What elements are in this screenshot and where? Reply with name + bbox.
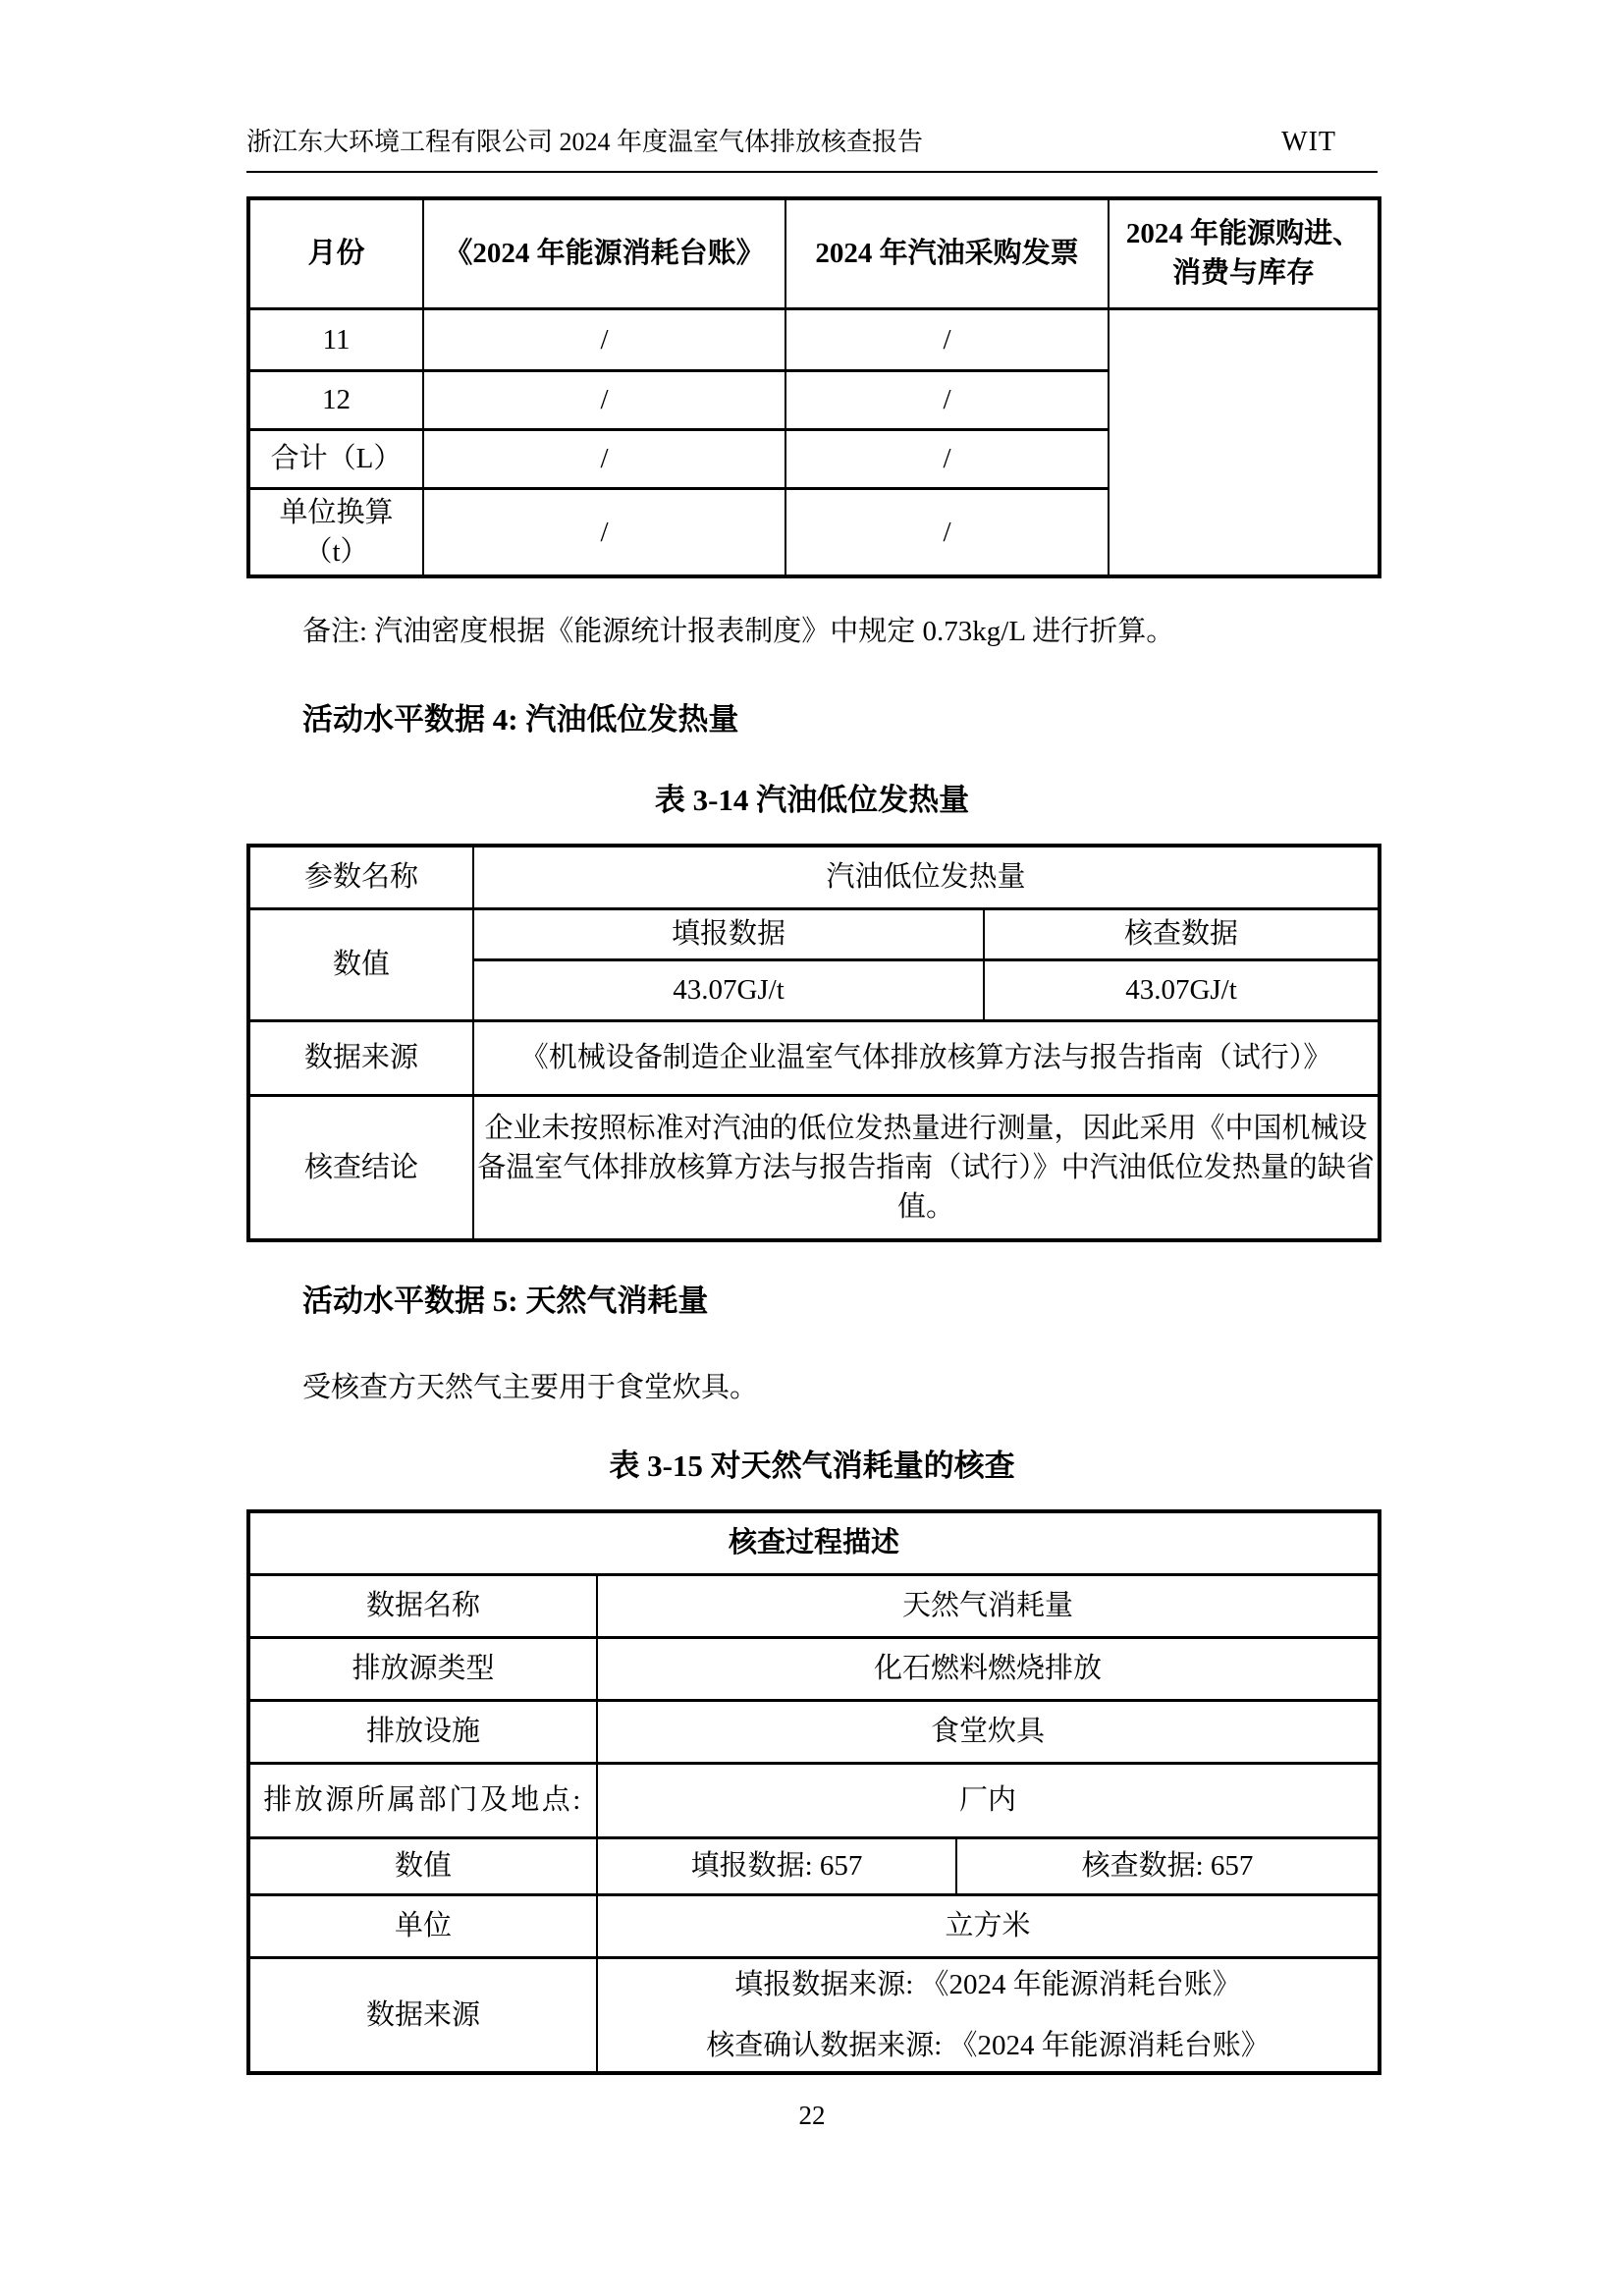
unit-conversion-line2: （t） — [303, 535, 369, 568]
table-row — [248, 908, 1380, 959]
cell-ledger: / — [423, 370, 785, 429]
gasoline-monthly-table — [246, 196, 1381, 578]
col-header-invoice: 2024 年汽油采购发票 — [785, 198, 1109, 308]
col-header-purchase-line1: 2024 年能源购进、 — [1125, 218, 1362, 250]
section-heading-activity-data-4: 活动水平数据 4: 汽油低位发热量 — [302, 702, 739, 737]
cell-ledger: / — [423, 488, 785, 576]
cell-process-header: 核查过程描述 — [248, 1511, 1380, 1574]
cell-unit-label: 单位 — [248, 1894, 597, 1957]
data-source-line2: 核查确认数据来源: 《2024 年能源消耗台账》 — [706, 2029, 1270, 2061]
table-row — [248, 1957, 1380, 2073]
unit-conversion-line1: 单位换算 — [279, 496, 394, 528]
page-content — [246, 0, 1378, 2131]
data-source-line1: 填报数据来源: 《2024 年能源消耗台账》 — [734, 1968, 1241, 2000]
cell-conclusion-value: 企业未按照标准对汽油的低位发热量进行测量，因此采用《中国机械设备温室气体排放核算方法与报告指南（试行）》中汽油低位发热量的缺省值。 — [473, 1095, 1380, 1240]
natural-gas-usage-paragraph: 受核查方天然气主要用于食堂炊具。 — [302, 1372, 759, 1403]
gasoline-heating-value-table — [246, 844, 1381, 1242]
cell-department-label: 排放源所属部门及地点: — [248, 1763, 597, 1837]
cell-invoice: / — [785, 308, 1109, 370]
table-row — [248, 1700, 1380, 1763]
page-number: 22 — [798, 2101, 826, 2130]
cell-source-type-label: 排放源类型 — [248, 1637, 597, 1700]
col-header-ledger: 《2024 年能源消耗台账》 — [423, 198, 785, 308]
cell-invoice: / — [785, 488, 1109, 576]
table-3-14-title: 表 3-14 汽油低位发热量 — [654, 783, 970, 817]
cell-param-value: 汽油低位发热量 — [473, 846, 1380, 908]
header-title: 浙江东大环境工程有限公司 2024 年度温室气体排放核查报告 — [246, 128, 924, 156]
cell-invoice: / — [785, 429, 1109, 488]
cell-data-name-value: 天然气消耗量 — [597, 1574, 1380, 1637]
cell-unit-conversion-label — [248, 488, 423, 576]
natural-gas-verification-table — [246, 1509, 1381, 2075]
cell-data-source-value — [597, 1957, 1380, 2073]
cell-ledger: / — [423, 308, 785, 370]
cell-data-source-label: 数据来源 — [248, 1957, 597, 2073]
table-3-15-title: 表 3-15 对天然气消耗量的核查 — [609, 1449, 1015, 1483]
cell-facility-value: 食堂炊具 — [597, 1700, 1380, 1763]
cell-value-label: 数值 — [248, 908, 473, 1020]
cell-value-label: 数值 — [248, 1837, 597, 1894]
table-row — [248, 308, 1380, 370]
table-header-row — [248, 198, 1380, 308]
table-row — [248, 1894, 1380, 1957]
cell-unit-value: 立方米 — [597, 1894, 1380, 1957]
cell-param-label: 参数名称 — [248, 846, 473, 908]
cell-conclusion-label: 核查结论 — [248, 1095, 473, 1240]
table-row — [248, 1637, 1380, 1700]
cell-source-value: 《机械设备制造企业温室气体排放核算方法与报告指南（试行）》 — [473, 1020, 1380, 1095]
cell-facility-label: 排放设施 — [248, 1700, 597, 1763]
cell-department-value: 厂内 — [597, 1763, 1380, 1837]
page-header — [246, 126, 1378, 173]
cell-reported-label: 填报数据 — [473, 908, 984, 959]
cell-verified-value: 核查数据: 657 — [956, 1837, 1380, 1894]
table-header-row — [248, 1511, 1380, 1574]
table-row — [248, 846, 1380, 908]
cell-reported-value: 填报数据: 657 — [597, 1837, 956, 1894]
table-row — [248, 1095, 1380, 1240]
cell-data-name-label: 数据名称 — [248, 1574, 597, 1637]
table-row — [248, 1574, 1380, 1637]
table-row — [248, 1837, 1380, 1894]
section-heading-activity-data-5: 活动水平数据 5: 天然气消耗量 — [302, 1284, 709, 1318]
cell-ledger: / — [423, 429, 785, 488]
cell-verified-label: 核查数据 — [984, 908, 1380, 959]
table-row — [248, 1020, 1380, 1095]
col-header-purchase — [1109, 198, 1380, 308]
cell-total-label: 合计（L） — [248, 429, 423, 488]
cell-verified-value: 43.07GJ/t — [984, 959, 1380, 1020]
density-note: 备注: 汽油密度根据《能源统计报表制度》中规定 0.73kg/L 进行折算。 — [302, 616, 1175, 647]
cell-month: 11 — [248, 308, 423, 370]
col-header-purchase-line2: 消费与库存 — [1171, 257, 1315, 290]
header-logo-text: WIT — [1281, 127, 1336, 157]
col-header-month: 月份 — [248, 198, 423, 308]
cell-invoice: / — [785, 370, 1109, 429]
cell-source-label: 数据来源 — [248, 1020, 473, 1095]
cell-month: 12 — [248, 370, 423, 429]
table-row — [248, 1763, 1380, 1837]
cell-purchase-merged-empty — [1109, 308, 1380, 576]
cell-reported-value: 43.07GJ/t — [473, 959, 984, 1020]
cell-source-type-value: 化石燃料燃烧排放 — [597, 1637, 1380, 1700]
